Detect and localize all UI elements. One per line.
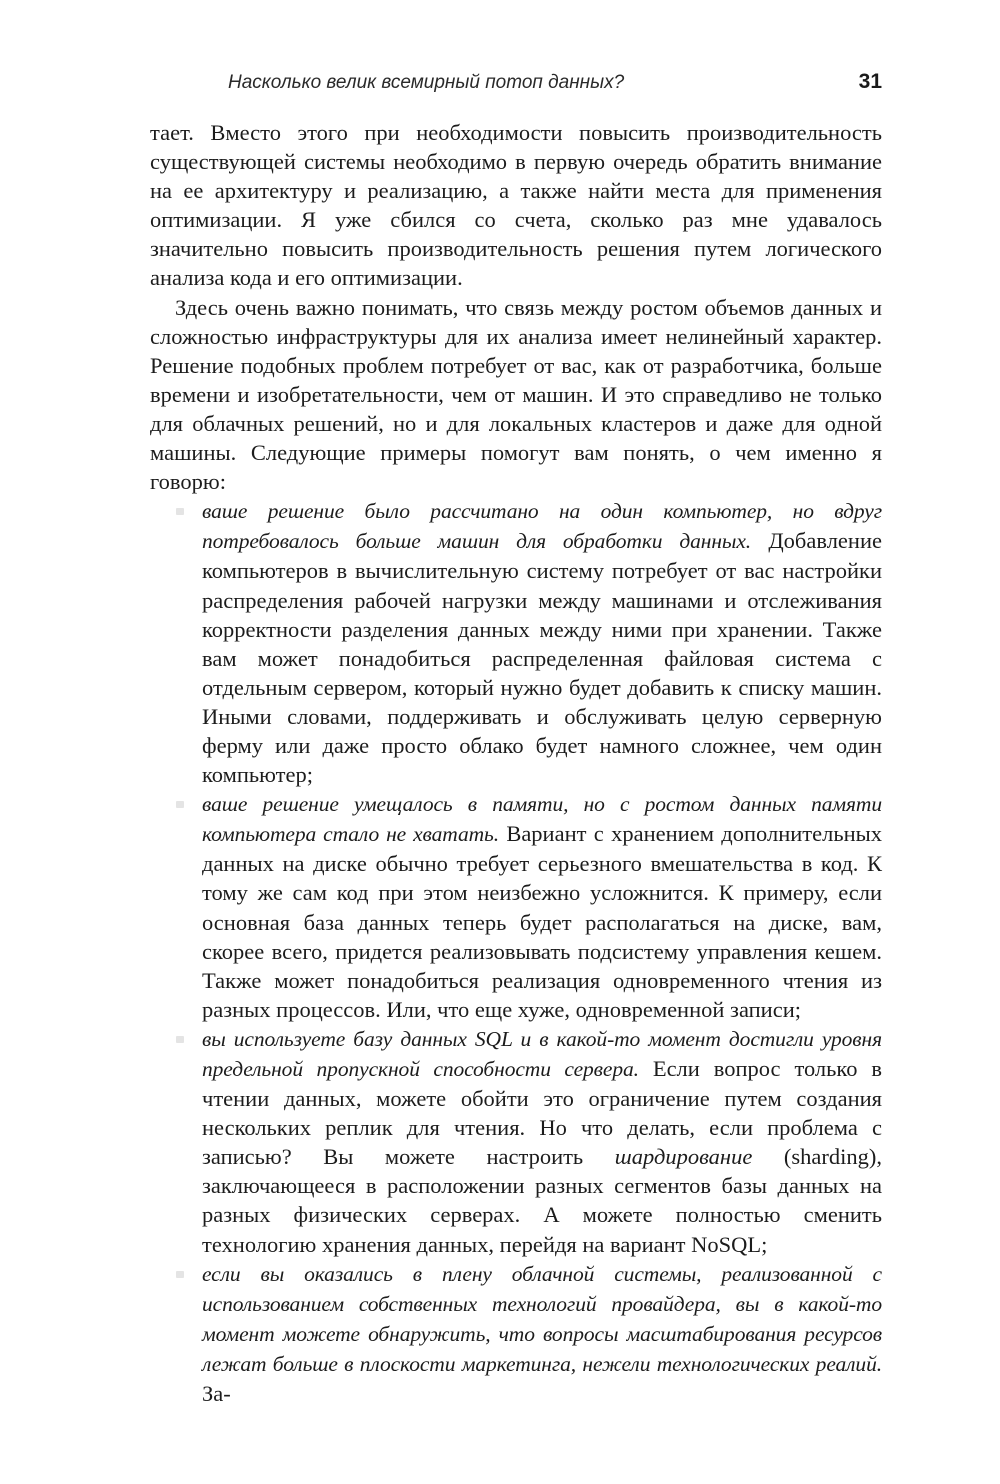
running-title: Насколько велик всемирный потоп данных? — [228, 72, 625, 93]
bullet-square-icon — [176, 508, 184, 515]
bullet-square-icon — [176, 1036, 184, 1043]
list-item-text: Добавление компьютеров в вычислительную систему потребует от вас настройки распределения рабочей нагрузки между машинами и отслеживания корректности разделения данных между ними при хранении. Также вам может понадобиться распределенная файловая система с отдельным сервером, который нужно будет добавить к списку машин. Иными словами, поддерживать и обслуживать целую серверную ферму или даже просто облако будет намного сложнее, чем один компьютер; — [202, 528, 882, 788]
list-item-text: Вариант с хранением дополнительных данных на диске обычно требует серьезного вмешательства в код. К тому же сам код при этом неизбежно усложнится. К примеру, если основная база данных теперь будет располагаться на диске, вам, скорее всего, придется реализовывать подсистему управления кешем. Также может понадобиться реализация одновременного чтения из разных процессов. Или, что еще хуже, одновременной записи; — [202, 821, 882, 1022]
list-item — [150, 496, 882, 789]
list-item-lead: если вы оказались в плену облачной системы, реализованной с использованием собственных технологий провайдера, вы в какой-то момент можете обнаружить, что вопросы масштабирования ресурсов лежат больше в плоскости маркетинга, нежели технологических реалий. — [202, 1261, 882, 1376]
list-item-text: (sharding), заключающееся в расположении разных сегментов базы данных на разных физических серверах. А можете полностью сменить технологию хранения данных, перейдя на вариант NoSQL; — [202, 1144, 882, 1257]
paragraph: Здесь очень важно понимать, что связь между ростом объемов данных и сложностью инфраструктуры для их анализа имеет нелинейный характер. Решение подобных проблем потребует от вас, как от разработчика, больше времени и изобретательности, чем от машин. И это справедливо не только для облачных решений, но и для локальных кластеров и даже для одной машины. Следующие примеры помогут вам понять, о чем именно я говорю: — [150, 294, 882, 495]
list-item-lead: ваше решение умещалось в памяти, но с ростом данных памяти компьютера стало не хватать. — [202, 792, 882, 847]
paragraph: тает. Вместо этого при необходимости повысить производительность существующей системы необходимо в первую очередь обратить внимание на ее архитектуру и реализацию, а также найти места для применения оптимизации. Я уже сбился со счета, сколько раз мне удавалось значительно повысить производительность решения путем логического анализа кода и его оптимизации. — [150, 120, 882, 291]
page-body — [150, 118, 882, 1408]
list-item-text: За- — [202, 1381, 231, 1407]
list-item — [150, 789, 882, 1024]
term-emphasis: шардирование — [614, 1144, 753, 1170]
page-number: 31 — [858, 70, 882, 93]
bullet-square-icon — [176, 1271, 184, 1278]
list-item-lead: ваше решение было рассчитано на один компьютер, но вдруг потребовалось больше машин для обработки данных. — [202, 499, 882, 554]
example-list — [150, 496, 882, 1408]
list-item-text: Если вопрос только в чтении данных, можете обойти это ограничение путем создания нескольких реплик для чтения. Но что делать, если проблема с записью? Вы можете настроить — [202, 1056, 882, 1170]
list-item — [150, 1259, 882, 1408]
page-header — [228, 72, 882, 102]
list-item — [150, 1024, 882, 1259]
bullet-square-icon — [176, 801, 184, 808]
list-item-lead: вы используете базу данных SQL и в какой-то момент достигли уровня предельной пропускной способности сервера. — [202, 1026, 882, 1081]
